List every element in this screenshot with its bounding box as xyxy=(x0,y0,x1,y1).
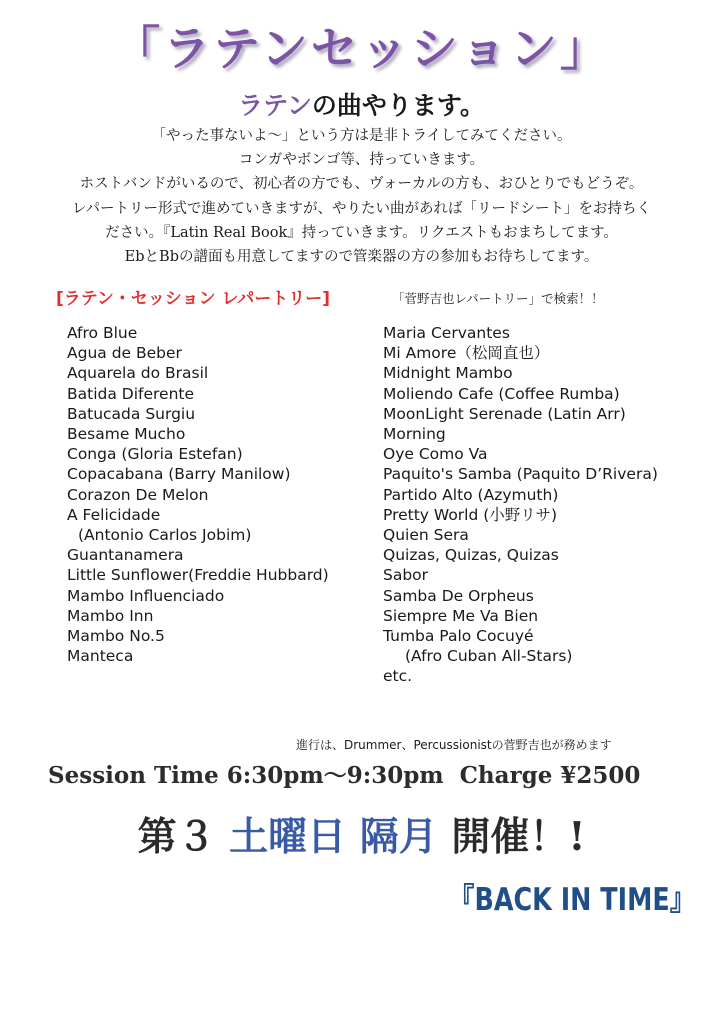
song-item: Samba De Orpheus xyxy=(383,586,534,605)
intro-text xyxy=(0,124,723,269)
song-item: Little Sunflower(Freddie Hubbard) xyxy=(67,566,329,585)
song-item: Corazon De Melon xyxy=(67,485,209,504)
subtitle xyxy=(0,86,723,122)
song-item: Midnight Mambo xyxy=(383,364,513,383)
song-item: Batida Diferente xyxy=(67,384,195,403)
song-item: Besame Mucho xyxy=(67,425,186,444)
repertoire-heading: [ラテン・セッション レパートリー] xyxy=(56,289,331,309)
song-item: Tumba Palo Cocuyé xyxy=(383,627,534,646)
intro-line: レパートリー形式で進めていきますが、やりたい曲があれば「リードシート」をお持ちく xyxy=(72,200,651,217)
song-item: Mambo Influenciado xyxy=(67,586,225,605)
song-item: Batucada Surgiu xyxy=(67,404,196,423)
song-item: Guantanamera xyxy=(67,546,184,565)
song-item: Aquarela do Brasil xyxy=(67,364,209,383)
song-item: A Felicidade xyxy=(67,505,161,524)
song-item: Sabor xyxy=(383,566,429,585)
song-item: Afro Blue xyxy=(67,324,138,342)
song-item: Quizas, Quizas, Quizas xyxy=(383,546,559,565)
song-item-note: (Afro Cuban All-Stars) xyxy=(405,647,573,666)
intro-line: EbとBbの譜面も用意してますので管楽器の方の参加もお待ちしてます。 xyxy=(124,249,599,266)
subtitle-accent: ラテン xyxy=(238,91,312,120)
song-item: Agua de Beber xyxy=(67,344,182,363)
page-title: 「ラテンセッション」 xyxy=(113,22,610,77)
repertoire-list-right xyxy=(383,323,658,687)
song-item: Mi Amore（松岡直也） xyxy=(383,344,550,363)
song-item: Conga (Gloria Estefan) xyxy=(67,445,243,464)
song-item: Manteca xyxy=(67,647,134,666)
song-item: Oye Como Va xyxy=(383,445,488,464)
song-item: Maria Cervantes xyxy=(383,324,510,342)
song-item: Moliendo Cafe (Coffee Rumba) xyxy=(383,384,620,403)
song-item: Copacabana (Barry Manilow) xyxy=(67,465,291,484)
song-item: Paquito's Samba (Paquito D’Rivera) xyxy=(383,465,658,484)
song-item-note: (Antonio Carlos Jobim) xyxy=(78,526,252,545)
song-item: Pretty World (小野リサ) xyxy=(383,505,558,524)
repertoire-list-left xyxy=(67,323,329,666)
song-item: Quien Sera xyxy=(383,526,469,545)
song-item: Mambo Inn xyxy=(67,606,154,625)
intro-line: ださい。『Latin Real Book』持っていきます。リクエストもおまちしてます。 xyxy=(105,224,618,241)
intro-line: コンガやボンゴ等、持っていきます。 xyxy=(238,152,485,169)
song-item-etc: etc. xyxy=(383,667,413,686)
song-item: MoonLight Serenade (Latin Arr) xyxy=(383,404,626,423)
repertoire-search-note: 「菅野吉也レパートリー」で検索！！ xyxy=(392,291,604,306)
song-item: Siempre Me Va Bien xyxy=(383,606,539,625)
venue-name: 『BACK IN TIME』 xyxy=(448,882,695,918)
schedule-part2: 土曜日 隔月 xyxy=(229,814,438,860)
intro-line: 「やった事ないよ〜」という方は是非トライしてみてください。 xyxy=(151,128,572,144)
session-charge: Charge ¥2500 xyxy=(459,762,641,789)
host-note: 進行は、Drummer、Percussionistの菅野吉也が務めます xyxy=(296,738,612,752)
intro-line: ホストバンドがいるので、初心者の方でも、ヴォーカルの方も、おひとりでもどうぞ。 xyxy=(79,176,644,193)
song-item: Partido Alto (Azymuth) xyxy=(383,485,559,504)
session-time: Session Time 6:30pm〜9:30pm xyxy=(48,762,444,789)
schedule-part1: 第３ xyxy=(137,814,216,860)
song-item: Morning xyxy=(383,425,446,444)
song-item: Mambo No.5 xyxy=(67,627,165,646)
subtitle-rest: の曲やります。 xyxy=(311,91,485,120)
schedule-banner xyxy=(0,806,723,862)
session-info xyxy=(48,757,640,790)
schedule-part3: 開催！! xyxy=(451,814,586,860)
